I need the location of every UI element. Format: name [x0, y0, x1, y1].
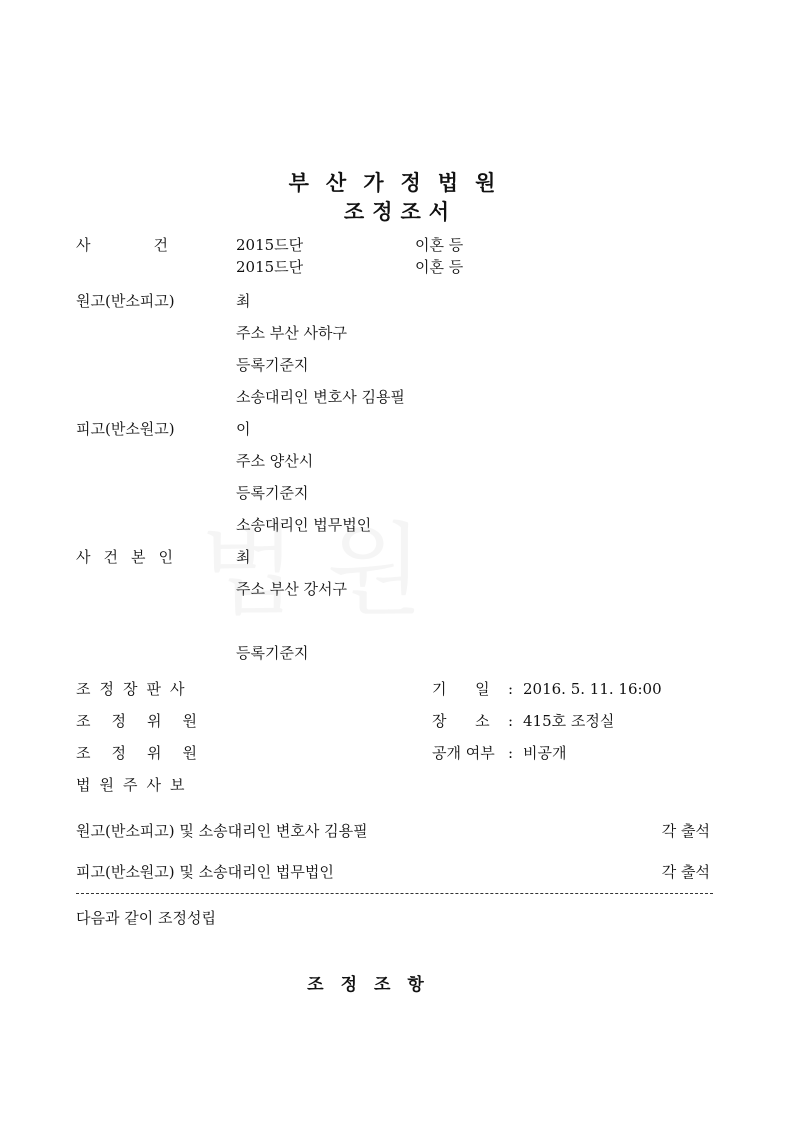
defendant-name: 이: [236, 420, 251, 438]
document-title: 조정조서: [343, 200, 458, 224]
court-name: 부산가정법원: [288, 171, 513, 195]
judge-label: 조정장판사: [76, 680, 194, 698]
case-number-2: 2015드단: [236, 258, 304, 276]
public-label: 공개 여부: [432, 744, 495, 762]
plaintiff-address: 주소 부산 사하구: [236, 324, 347, 342]
plaintiff-name: 최: [236, 292, 251, 310]
plaintiff-attorney: 소송대리인 변호사 김용필: [236, 388, 405, 406]
defendant-registry: 등록기준지: [236, 484, 309, 502]
conclusion-text: 다음과 같이 조정성립: [76, 909, 216, 927]
place-value: 415호 조정실: [523, 712, 615, 730]
date-label: 기 일: [432, 680, 490, 698]
attendance-status-2: 각 출석: [661, 863, 710, 881]
plaintiff-label: 원고(반소피고): [76, 292, 175, 310]
case-type-2: 이혼 등: [415, 258, 464, 276]
principal-name: 최: [236, 548, 251, 566]
defendant-address: 주소 양산시: [236, 452, 314, 470]
dashed-divider: [76, 893, 713, 894]
defendant-label: 피고(반소원고): [76, 420, 175, 438]
attendance-party-2: 피고(반소원고) 및 소송대리인 법무법인: [76, 863, 334, 881]
member2-label: 조정위원: [76, 744, 218, 762]
date-colon: :: [508, 680, 514, 698]
date-value: 2016. 5. 11. 16:00: [523, 680, 662, 698]
public-value: 비공개: [523, 744, 567, 762]
attendance-party-1: 원고(반소피고) 및 소송대리인 변호사 김용필: [76, 822, 368, 840]
principal-registry: 등록기준지: [236, 644, 309, 662]
principal-label: 사건본인: [76, 548, 186, 566]
member1-label: 조정위원: [76, 712, 218, 730]
case-type-1: 이혼 등: [415, 236, 464, 254]
plaintiff-registry: 등록기준지: [236, 356, 309, 374]
place-colon: :: [508, 712, 514, 730]
case-label: 사건: [76, 236, 231, 254]
section-title: 조정조항: [307, 975, 441, 995]
place-label: 장 소: [432, 712, 490, 730]
defendant-attorney: 소송대리인 법무법인: [236, 516, 372, 534]
case-number-1: 2015드단: [236, 236, 304, 254]
attendance-status-1: 각 출석: [661, 822, 710, 840]
principal-address: 주소 부산 강서구: [236, 580, 347, 598]
public-colon: :: [508, 744, 514, 762]
clerk-label: 법원주사보: [76, 776, 194, 794]
